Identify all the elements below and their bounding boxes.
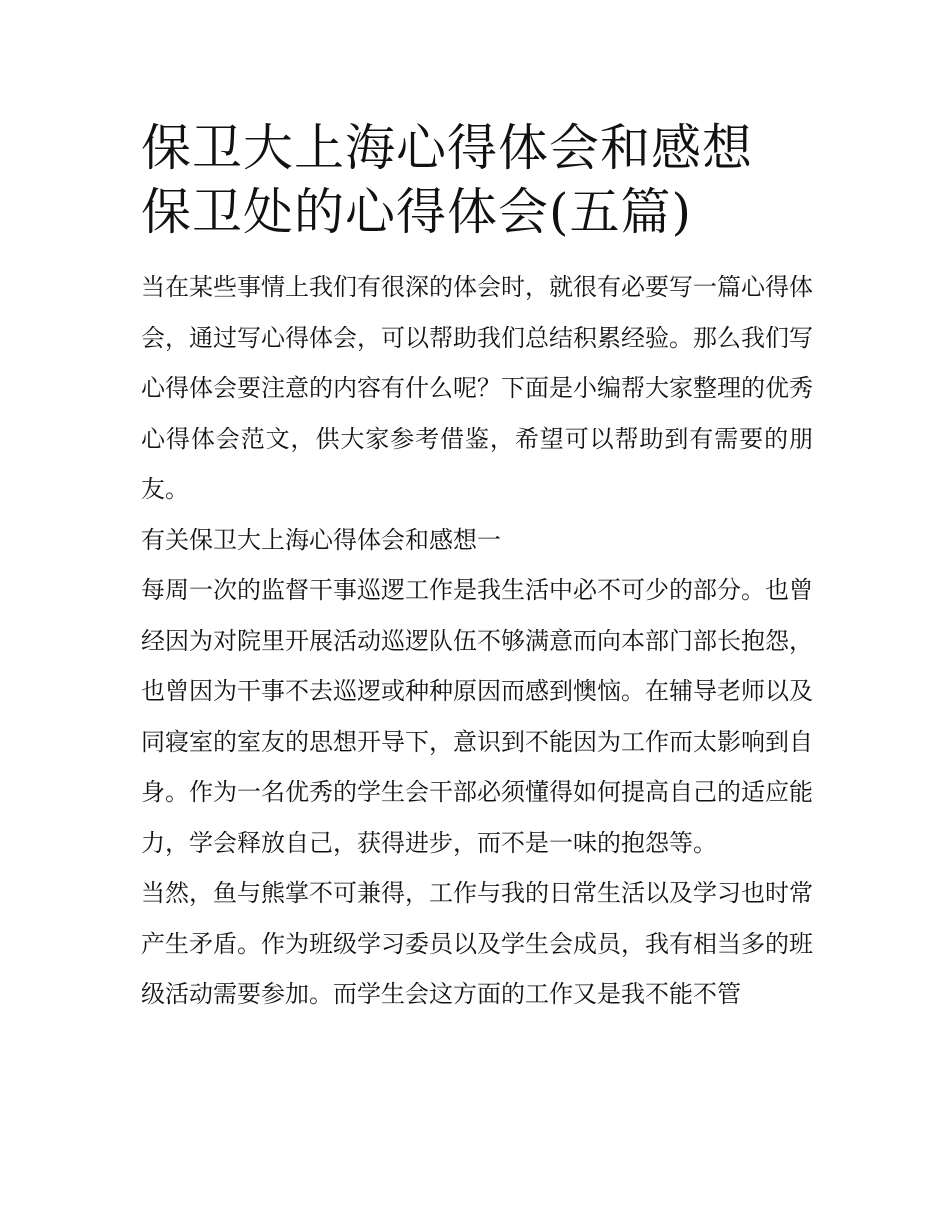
document-title: 保卫大上海心得体会和感想 保卫处的心得体会(五篇) [141, 119, 753, 241]
intro-paragraph: 当在某些事情上我们有很深的体会时，就很有必要写一篇心得体会，通过写心得体会，可以帮助我们总结积累经验。那么我们写心得体会要注意的内容有什么呢？下面是小编帮大家整理的优秀心得体会范文，供大家参考借鉴，希望可以帮助到有需要的朋友。 [141, 273, 813, 503]
body-paragraph: 当然，鱼与熊掌不可兼得，工作与我的日常生活以及学习也时常产生矛盾。作为班级学习委员以及学生会成员，我有相当多的班级活动需要参加。而学生会这方面的工作又是我不能不管 [141, 879, 813, 1008]
body-paragraph: 每周一次的监督干事巡逻工作是我生活中必不可少的部分。也曾经因为对院里开展活动巡逻队伍不够满意而向本部门部长抱怨，也曾因为干事不去巡逻或种种原因而感到懊恼。在辅导老师以及同寝室的室友的思想开导下，意识到不能因为工作而太影响到自身。作为一名优秀的学生会干部必须懂得如何提高自己的适应能力，学会释放自己，获得进步，而不是一味的抱怨等。 [141, 576, 813, 857]
document-page [141, 116, 813, 1020]
section-heading: 有关保卫大上海心得体会和感想一 [141, 525, 501, 554]
